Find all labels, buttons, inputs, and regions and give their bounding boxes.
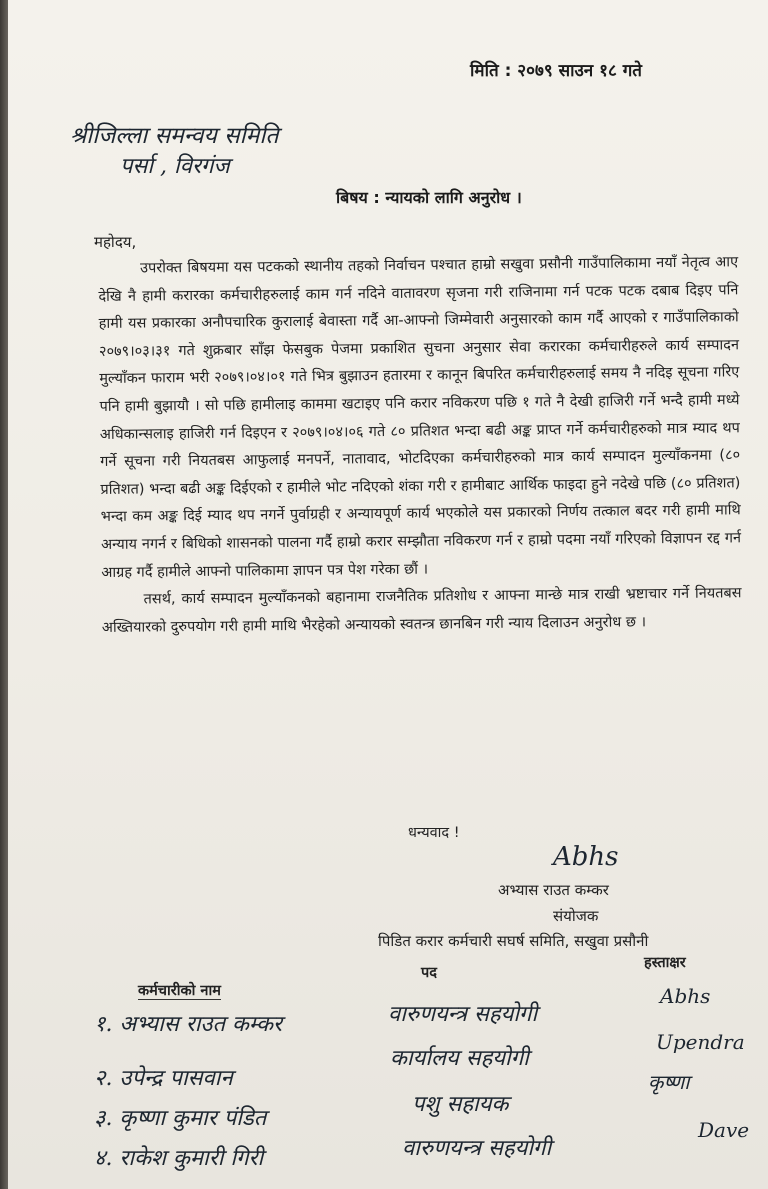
body-paragraph-2: तसर्थ, कार्य सम्पादन मुल्याँकनको बहानामा राजनैतिक प्रतिशोध र आफ्ना मान्छे मात्र राखी भ्रष्टाचार गर्ने नियतबस अख्तियारको दुरुपयोग गरी हामी माथि भैरहेको अन्यायको स्वतन्त्र छानबिन गरी न्याय दिलाउन अनुरोध छ ।: [101, 585, 742, 636]
column-header-post: पद: [421, 965, 437, 981]
row-3-name: ३. कृष्णा कुमार पंडित: [94, 1106, 267, 1131]
body-paragraph-1: उपरोक्त बिषयमा यस पटकको स्थानीय तहको निर्वाचन पश्चात हाम्रो सखुवा प्रसौनी गाउँपालिकामा नयाँ नेतृत्व आए देखि नै हामी करारका कर्मचारीहरुलाई काम गर्न नदिने वातावरण सृजना गरी राजिनामा गर्न पटक पटक दबाब दिइए पनि हामी यस प्रकारका अनौपचारिक कुरालाई बेवास्ता गर्दै आ-आफ्नो जिम्मेवारी अनुसारको काम गर्दै आएको र गाउँपालिकाको २०७९।०३।३१ गते शुक्रबार साँझ फेसबुक पेजमा प्रकाशित सुचना अनुसार सेवा करारका कर्मचारीहरुले कार्य सम्पादन मुल्याँकन फाराम भरी २०७९।०४।०१ गते भित्र बुझाउन हतारमा र कानून बिपरित कर्मचारीहरुलाई समय नै नदिइ सूचना गरिए पनि हामी बुझायौ । सो पछि हामीलाइ काममा खटाइए पनि करार नविकरण पछि १ गते नै देखी हाजिरी गर्ने भन्दै हामी मध्ये अधिकान्सलाइ हाजिरी गर्न दिइएन र २०७९।०४।०६ गते ८० प्रतिशत भन्दा बढी अङ्क प्राप्त गर्ने कर्मचारीहरुको मात्र म्याद थप गर्ने सूचना गरी नियतबस आफुलाई मनपर्ने, नातावाद, भोटदिएका कर्मचारीहरुको मात्र कार्य सम्पादन मुल्याँकनमा (८० प्रतिशत) भन्दा बढी अङ्क दिईएको र हामीले भोट नदिएको शंका गरी र हामीबाट आर्थिक फाइदा हुने नदेखे पछि (८० प्रतिशत) भन्दा कम अङ्क दिई म्याद थप नगर्ने पुर्वाग्रही र अन्यायपूर्ण कार्य भएकोले यस प्रकारको निर्णय तत्काल बदर गरी हामी माथि अन्याय नगर्न र बिधिको शासनको पालना गर्दै हाम्रो करार सम्झौता नविकरण गर्न र हाम्रो पदमा नयाँ गरिएको विज्ञापन रद्द गर्न आग्रह गर्दै हामीले आफ्नो पालिकामा ज्ञापन पत्र पेश गरेका छौं ।: [98, 254, 742, 581]
row-4-name: ४. राकेश कुमारी गिरी: [94, 1146, 264, 1171]
signer-name: अभ्यास राउत कम्कर: [498, 881, 609, 899]
letter-page: [8, 0, 768, 1189]
letter-date: मिति : २०७९ साउन १८ गते: [470, 61, 642, 81]
row-2-post: कार्यालय सहयोगी: [390, 1046, 529, 1071]
addressee-line-1: श्रीजिल्ला समन्वय समिति: [70, 123, 279, 149]
handwritten-signature: Abhs: [553, 842, 619, 872]
row-2-signature: Upendra: [656, 1030, 745, 1054]
row-1-signature: Abhs: [660, 984, 711, 1008]
row-4-signature: Dave: [698, 1118, 750, 1142]
letter-subject: बिषय : न्यायको लागि अनुरोध ।: [336, 188, 522, 207]
row-2-name: २. उपेन्द्र पासवान: [94, 1066, 233, 1091]
signer-organization: पिडित करार कर्मचारी सघर्ष समिति, सखुवा प्रसौनी: [378, 932, 649, 950]
row-3-post: पशु सहायक: [412, 1092, 509, 1117]
row-3-signature: कृष्णा: [648, 1070, 690, 1094]
row-4-post: वारुणयन्त्र सहयोगी: [402, 1136, 552, 1161]
letter-body: [98, 249, 742, 642]
signer-role: संयोजक: [553, 907, 599, 925]
salutation: महोदय,: [94, 233, 137, 251]
addressee-line-2: पर्सा , विरगंज: [120, 154, 230, 179]
row-1-name: १. अभ्यास राउत कम्कर: [94, 1012, 283, 1037]
column-header-signature: हस्ताक्षर: [644, 955, 686, 971]
column-header-name: कर्मचारीको नाम: [138, 983, 221, 999]
row-1-post: वारुणयन्त्र सहयोगी: [388, 1002, 538, 1027]
closing: धन्यवाद !: [408, 825, 460, 841]
